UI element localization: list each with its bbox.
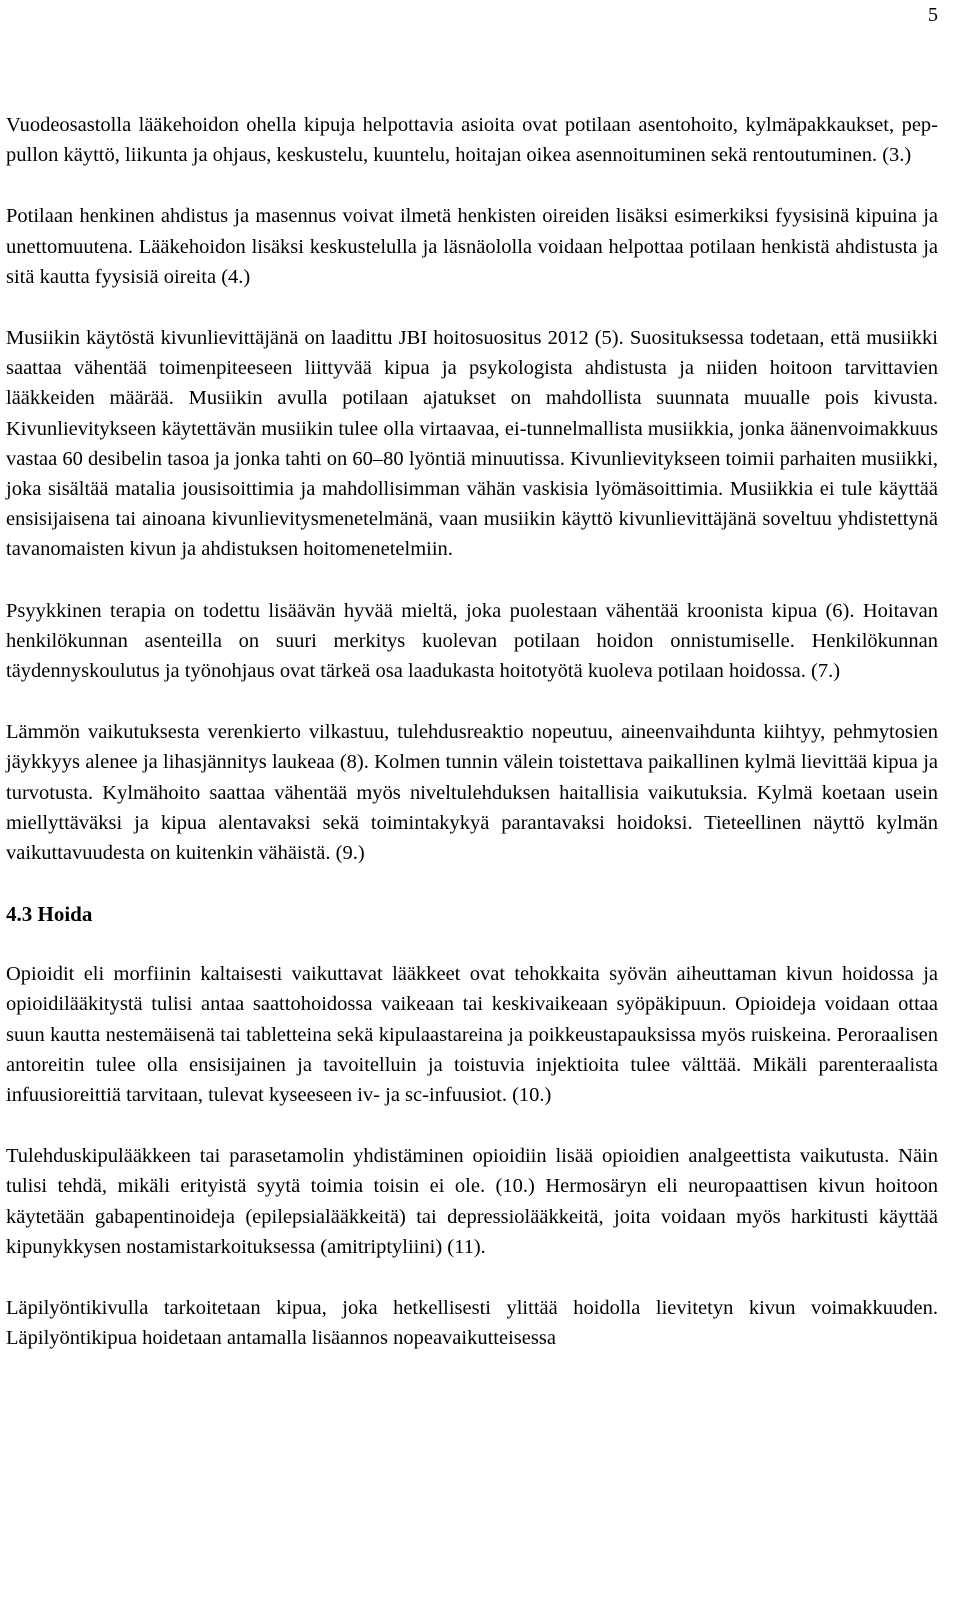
- paragraph-care-methods: Vuodeosastolla lääkehoidon ohella kipuja helpottavia asioita ovat potilaan asentohoito, kylmäpakkaukset, pep-pullon käyttö, liikunta ja ohjaus, keskustelu, kuuntelu, hoitajan oikea asennoituminen sekä rentoutuminen. (3.): [6, 114, 938, 167]
- section-heading: 4.3 Hoida: [6, 902, 93, 927]
- document-body: [6, 110, 938, 1385]
- paragraph-music-therapy: Musiikin käytöstä kivunlievittäjänä on laadittu JBI hoitosuositus 2012 (5). Suosituksessa todetaan, että musiikki saattaa vähentää toimenpiteeseen liittyvää kipua ja psykologista ahdistusta ja niiden hoitoon tarvittavien lääkkeiden määrää. Musiikin avulla potilaan ajatukset on mahdollista suunnata muualle pois kivusta. Kivunlievitykseen käytettävän musiikin tulee olla virtaavaa, ei-tunnelmallista musiikkia, jonka äänenvoimakkuus vastaa 60 desibelin tasoa ja jonka tahti on 60–80 lyöntiä minuutissa. Kivunlievitykseen toimii parhaiten musiikki, joka sisältää matalia jousisoittimia ja mahdollisimman vähän vaskisia lyömäsoittimia. Musiikkia ei tule käyttää ensisijaisena tai ainoana kivunlievitysmenetelmänä, vaan musiikin käyttö kivunlievittäjänä soveltuu yhdistettynä tavanomaisten kivun ja ahdistuksen hoitomenetelmiin.: [6, 327, 938, 561]
- paragraph-mental-distress: Potilaan henkinen ahdistus ja masennus voivat ilmetä henkisten oireiden lisäksi esimerkiksi fyysisinä kipuina ja unettomuutena. Lääkehoidon lisäksi keskustelulla ja läsnäololla voidaan helpottaa potilaan henkistä ahdistusta ja sitä kautta fyysisiä oireita (4.): [6, 205, 938, 288]
- paragraph-opioids: Opioidit eli morfiinin kaltaisesti vaikuttavat lääkkeet ovat tehokkaita syövän aiheuttaman kivun hoidossa ja opioidilääkitystä tulisi antaa saattohoidossa vaikeaan tai keskivaikeaan syöpäkipuun. Opioideja voidaan ottaa suun kautta nestemäisenä tai tabletteina sekä kipulaastareina ja poikkeustapauksissa myös ruiskeina. Peroraalisen antoreitin tulee olla ensisijainen ja tavoitelluin ja toistuvia injektioita tulee välttää. Mikäli parenteraalista infuusioreittiä tarvitaan, tulevat kyseeseen iv- ja sc-infuusiot. (10.): [6, 963, 938, 1107]
- paragraph-analgesics: Tulehduskipulääkkeen tai parasetamolin yhdistäminen opioidiin lisää opioidien analgeettista vaikutusta. Näin tulisi tehdä, mikäli erityistä syytä toimia toisin ei ole. (10.) Hermosäryn eli neuropaattisen kivun hoitoon käytetään gabapentinoideja (epilepsialääkkeitä) tai depressiolääkkeitä, joita voidaan myös harkitusti käyttää kipunykkysen nostamistarkoituksessa (amitriptyliini) (11).: [6, 1145, 938, 1258]
- paragraph-psychological-therapy: Psyykkinen terapia on todettu lisäävän hyvää mieltä, joka puolestaan vähentää kroonista kipua (6). Hoitavan henkilökunnan asenteilla on suuri merkitys kuolevan potilaan hoidon onnistumiselle. Henkilökunnan täydennyskoulutus ja työnohjaus ovat tärkeä osa laadukasta hoitotyötä kuoleva potilaan hoidossa. (7.): [6, 599, 938, 683]
- paragraph-heat-cold: Lämmön vaikutuksesta verenkierto vilkastuu, tulehdusreaktio nopeutuu, aineenvaihdunta kiihtyy, pehmytosien jäykkyys alenee ja lihasjännitys laukeaa (8). Kolmen tunnin välein toistettava paikallinen kylmä lievittää kipua ja turvotusta. Kylmähoito saattaa vähentää myös niveltulehduksen haitallisia vaikutuksia. Kylmä koetaan usein miellyttäväksi ja kipua alentavaksi sekä toimintakykyä parantavaksi hoidoksi. Tieteellinen näyttö kylmän vaikuttavuudesta on kuitenkin vähäistä. (9.): [6, 721, 938, 865]
- paragraph-breakthrough-pain: Läpilyöntikivulla tarkoitetaan kipua, joka hetkellisesti ylittää hoidolla lievitetyn kivun voimakkuuden. Läpilyöntikipua hoidetaan antamalla lisäannos nopeavaikutteisessa: [6, 1297, 938, 1350]
- page-number: 5: [928, 4, 938, 26]
